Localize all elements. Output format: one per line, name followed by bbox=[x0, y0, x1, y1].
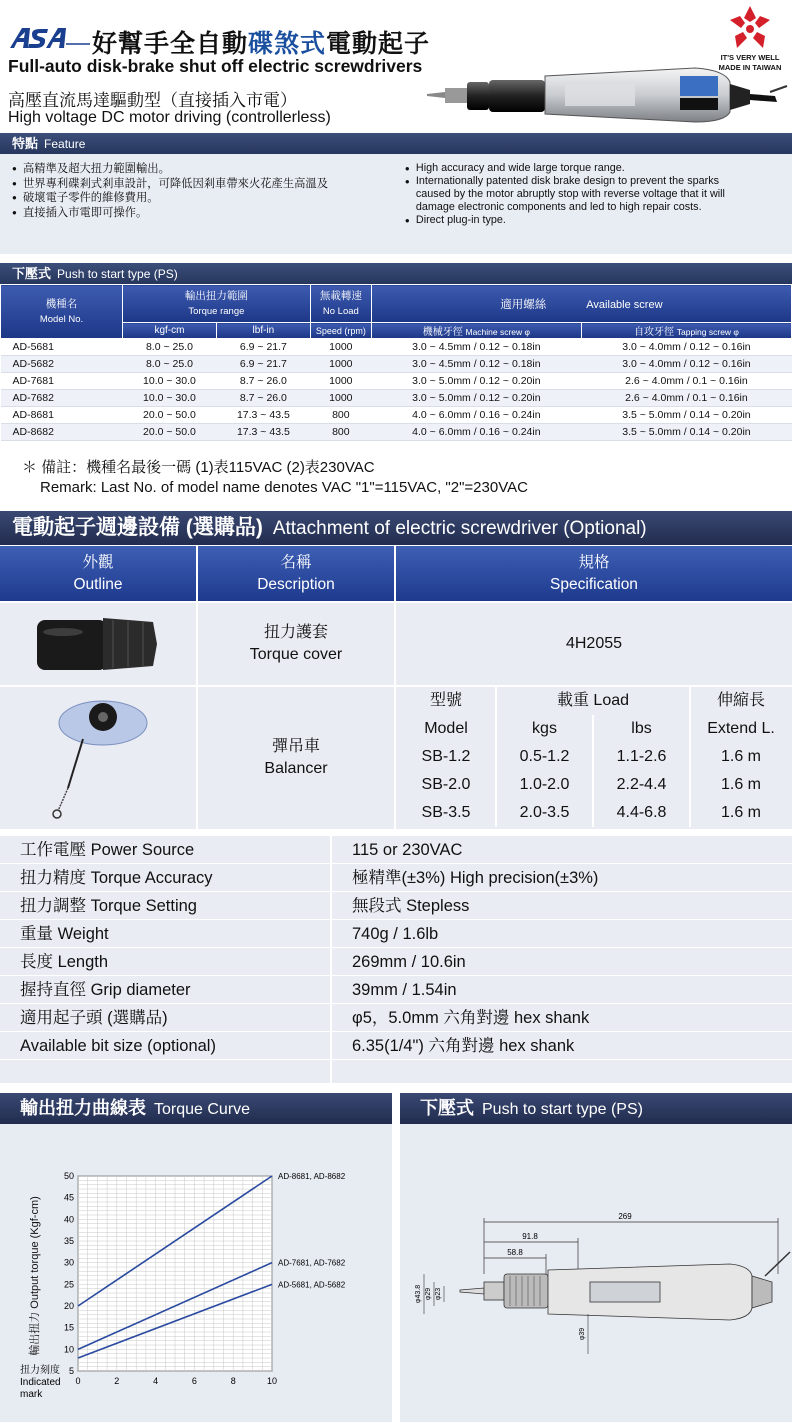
table-cell: 3.0 ~ 4.5mm / 0.12 ~ 0.18in bbox=[371, 339, 581, 356]
spec-value: 極精準(±3%) High precision(±3%) bbox=[352, 869, 599, 887]
remark-zh: ＊ 備註：機種名最後一碼 (1)表115VAC (2)表230VAC bbox=[22, 459, 375, 476]
dim-phi1: φ43.8 bbox=[415, 1284, 422, 1304]
table-cell: 1000 bbox=[310, 339, 371, 356]
spec-key: 長度 Length bbox=[0, 948, 332, 975]
list-item: ● 破壞電子零件的維修費用。 bbox=[12, 191, 405, 206]
dim-phi4: φ39 bbox=[579, 1327, 586, 1341]
screwdriver-image bbox=[425, 62, 795, 132]
attachment-table bbox=[0, 546, 792, 829]
table-cell: AD-5682 bbox=[1, 356, 123, 373]
table-cell: 6.9 ~ 21.7 bbox=[216, 339, 310, 356]
table-cell: 10.0 ~ 30.0 bbox=[123, 373, 217, 390]
table-cell: 3.5 ~ 5.0mm / 0.14 ~ 0.20in bbox=[581, 424, 791, 441]
dim-d1: 91.8 bbox=[522, 1232, 538, 1241]
list-item: ● High accuracy and wide large torque range. bbox=[405, 162, 780, 175]
spec-key: 工作電壓 Power Source bbox=[0, 836, 332, 863]
table-cell: 3.0 ~ 4.5mm / 0.12 ~ 0.18in bbox=[371, 356, 581, 373]
table-cell: 2.6 ~ 4.0mm / 0.1 ~ 0.16in bbox=[581, 390, 791, 407]
table-cell: 20.0 ~ 50.0 bbox=[123, 424, 217, 441]
col-kgf: kgf-cm bbox=[123, 323, 217, 339]
ps-dimension-section bbox=[400, 1093, 792, 1422]
col-rpm: Speed (rpm) bbox=[310, 323, 371, 339]
balancer-image bbox=[0, 687, 198, 829]
page-title-en: Full-auto disk-brake shut off electric screwdrivers bbox=[8, 56, 423, 76]
spec-value: 269mm / 10.6in bbox=[352, 953, 466, 971]
x-tick-label: 10 bbox=[266, 1376, 278, 1386]
x-tick-label: 4 bbox=[153, 1376, 159, 1386]
table-cell: 800 bbox=[310, 424, 371, 441]
x-tick-label: 8 bbox=[230, 1376, 236, 1386]
spec-value: 無段式 Stepless bbox=[352, 897, 470, 915]
table-cell: 8.7 ~ 26.0 bbox=[216, 373, 310, 390]
attachment-heading: 電動起子週邊設備 (選購品) Attachment of electric screwdriver (Optional) bbox=[0, 511, 792, 545]
table-cell: 20.0 ~ 50.0 bbox=[123, 407, 217, 424]
series-label: AD-8681, AD-8682 bbox=[278, 1172, 346, 1181]
torque-cover-desc: 扭力護套 Torque cover bbox=[198, 603, 396, 685]
dim-d2: 58.8 bbox=[507, 1248, 523, 1257]
table-row bbox=[1, 339, 792, 356]
spec-key: 重量 Weight bbox=[0, 920, 332, 947]
x-axis-label-en2: mark bbox=[20, 1389, 43, 1400]
badge-line-1: IT'S VERY WELL bbox=[720, 53, 780, 62]
spec-key: 適用起子頭 (選購品) bbox=[0, 1004, 332, 1031]
spec-value: φ5，5.0mm 六角對邊 hex shank bbox=[352, 1009, 590, 1027]
series-label: AD-5681, AD-5682 bbox=[278, 1280, 346, 1290]
table-cell: AD-8681 bbox=[1, 407, 123, 424]
col-description: 名稱 Description bbox=[198, 546, 396, 601]
table-cell: 8.0 ~ 25.0 bbox=[123, 339, 217, 356]
col-specification: 規格 Specification bbox=[550, 554, 638, 593]
feature-heading: 特點 Feature bbox=[0, 133, 792, 154]
asa-logo bbox=[8, 26, 92, 50]
y-tick-label: 25 bbox=[63, 1279, 74, 1290]
list-item: ● 直接插入市電即可操作。 bbox=[12, 206, 405, 221]
table-row bbox=[1, 390, 792, 407]
table-cell: AD-5681 bbox=[1, 339, 123, 356]
y-tick-label: 10 bbox=[63, 1344, 74, 1355]
torque-cover-spec: 4H2055 bbox=[565, 635, 623, 652]
table-cell: AD-7682 bbox=[1, 390, 123, 407]
col-model: 機種名 Model No. bbox=[1, 285, 123, 339]
x-tick-label: 2 bbox=[114, 1376, 120, 1386]
list-item: ● Internationally patented disk brake design to prevent the sparks caused by the motor abruptly stop with reverse voltage that it will damage electronic components and led to high repair costs. bbox=[405, 175, 780, 214]
balancer-spec-grid: 型號 載重 Load 伸縮長 Model kgs lbs Extend L. SB-1.2 0.5-1.2 1.1-2.6 1.6 m SB-2.0 1.0-2.0 2.2-4.4 1.6 m SB-3.5 2.0-3.5 4.4-6.8 1.6 m bbox=[397, 687, 791, 827]
table-cell: 3.0 ~ 5.0mm / 0.12 ~ 0.20in bbox=[371, 390, 581, 407]
y-tick-label: 5 bbox=[68, 1366, 74, 1376]
table-cell: 6.9 ~ 21.7 bbox=[216, 356, 310, 373]
page-title-zh: 好幫手全自動碟煞式電動起子 bbox=[92, 30, 431, 58]
ps-heading: 下壓式 Push to start type (PS) bbox=[0, 263, 792, 284]
subtitle-en: High voltage DC motor driving (controllerless) bbox=[8, 109, 331, 126]
table-cell: 17.3 ~ 43.5 bbox=[216, 407, 310, 424]
feature-list-en bbox=[405, 162, 780, 246]
badge-line-2: MADE IN TAIWAN bbox=[718, 63, 782, 72]
torque-curve-chart bbox=[0, 1124, 392, 1422]
table-cell: AD-8682 bbox=[1, 424, 123, 441]
table-cell: AD-7681 bbox=[1, 373, 123, 390]
general-specs bbox=[0, 836, 792, 1084]
list-item: ● Direct plug-in type. bbox=[405, 214, 780, 227]
spec-value: 39mm / 1.54in bbox=[352, 981, 457, 999]
list-item: ● 高精準及超大扭力範圍輸出。 bbox=[12, 162, 405, 177]
table-row bbox=[1, 407, 792, 424]
list-item: ● 世界專利碟剎式剎車設計，可降低因剎車帶來火花產生高溫及 bbox=[12, 177, 405, 192]
table-row bbox=[1, 424, 792, 441]
ps-spec-table bbox=[0, 284, 792, 441]
dim-phi2: φ29 bbox=[425, 1287, 432, 1301]
table-cell: 1000 bbox=[310, 356, 371, 373]
spec-key: 握持直徑 Grip diameter bbox=[0, 976, 332, 1003]
table-cell: 8.0 ~ 25.0 bbox=[123, 356, 217, 373]
mit-star-icon bbox=[727, 4, 773, 52]
table-cell: 1000 bbox=[310, 373, 371, 390]
table-cell: 3.5 ~ 5.0mm / 0.14 ~ 0.20in bbox=[581, 407, 791, 424]
x-axis-label-zh: 扭力刻度 bbox=[20, 1365, 60, 1376]
y-axis-label: 輸出扭力 Output torque (Kgf-cm) bbox=[29, 1196, 41, 1356]
remark-en: Remark: Last No. of model name denotes VAC "1"=115VAC, "2"=230VAC bbox=[40, 479, 528, 496]
series-label: AD-7681, AD-7682 bbox=[278, 1258, 346, 1268]
table-cell: 4.0 ~ 6.0mm / 0.16 ~ 0.24in bbox=[371, 424, 581, 441]
spec-key: 扭力調整 Torque Setting bbox=[0, 892, 332, 919]
ps-spec-section bbox=[0, 263, 792, 441]
table-row bbox=[1, 356, 792, 373]
table-cell: 10.0 ~ 30.0 bbox=[123, 390, 217, 407]
dim-total: 269 bbox=[618, 1212, 632, 1221]
subtitle-zh: 高壓直流馬達驅動型（直接插入市電） bbox=[8, 91, 297, 110]
y-tick-label: 50 bbox=[63, 1171, 74, 1181]
x-tick-label: 6 bbox=[191, 1376, 197, 1386]
y-tick-label: 45 bbox=[63, 1192, 74, 1203]
col-screw: 適用螺絲 Available screw bbox=[371, 285, 791, 323]
feature-list-zh bbox=[12, 162, 405, 246]
torque-curve-heading: 輸出扭力曲線表 Torque Curve bbox=[0, 1093, 392, 1124]
balancer-desc: 彈吊車 Balancer bbox=[198, 687, 396, 829]
x-tick-label: 0 bbox=[75, 1376, 81, 1386]
remark bbox=[22, 458, 528, 498]
spec-value: 115 or 230VAC bbox=[352, 841, 463, 859]
table-cell: 3.0 ~ 4.0mm / 0.12 ~ 0.16in bbox=[581, 339, 791, 356]
torque-curve-section bbox=[0, 1093, 392, 1422]
table-cell: 4.0 ~ 6.0mm / 0.16 ~ 0.24in bbox=[371, 407, 581, 424]
y-tick-label: 40 bbox=[63, 1214, 74, 1225]
y-tick-label: 20 bbox=[63, 1301, 74, 1311]
table-cell: 1000 bbox=[310, 390, 371, 407]
y-tick-label: 35 bbox=[63, 1236, 74, 1246]
table-cell: 17.3 ~ 43.5 bbox=[216, 424, 310, 441]
col-outline: 外觀 Outline bbox=[0, 546, 198, 601]
spec-key: 扭力精度 Torque Accuracy bbox=[0, 864, 332, 891]
col-lbf: lbf-in bbox=[216, 323, 310, 339]
table-row bbox=[1, 373, 792, 390]
col-tapping-screw: 自攻牙徑 Tapping screw φ bbox=[581, 323, 791, 339]
col-speed: 無載轉速 No Load bbox=[310, 285, 371, 323]
ps-dimension-heading: 下壓式 Push to start type (PS) bbox=[400, 1093, 792, 1124]
x-axis-label-en1: Indicated bbox=[20, 1377, 61, 1388]
table-cell: 2.6 ~ 4.0mm / 0.1 ~ 0.16in bbox=[581, 373, 791, 390]
spec-value: 6.35(1/4") 六角對邊 hex shank bbox=[352, 1037, 575, 1055]
spec-value: 740g / 1.6lb bbox=[352, 925, 439, 943]
col-torque: 輸出扭力範圍 Torque range bbox=[123, 285, 311, 323]
col-machine-screw: 機械牙徑 Machine screw φ bbox=[371, 323, 581, 339]
table-cell: 3.0 ~ 5.0mm / 0.12 ~ 0.20in bbox=[371, 373, 581, 390]
y-tick-label: 15 bbox=[63, 1322, 74, 1333]
table-cell: 8.7 ~ 26.0 bbox=[216, 390, 310, 407]
table-cell: 3.0 ~ 4.0mm / 0.12 ~ 0.16in bbox=[581, 356, 791, 373]
feature-section bbox=[0, 133, 792, 254]
dim-phi3: φ23 bbox=[435, 1287, 442, 1301]
table-cell: 800 bbox=[310, 407, 371, 424]
spec-key: Available bit size (optional) bbox=[0, 1032, 332, 1059]
torque-cover-image bbox=[0, 603, 198, 685]
dimension-drawing bbox=[400, 1124, 792, 1422]
y-tick-label: 30 bbox=[63, 1257, 74, 1268]
